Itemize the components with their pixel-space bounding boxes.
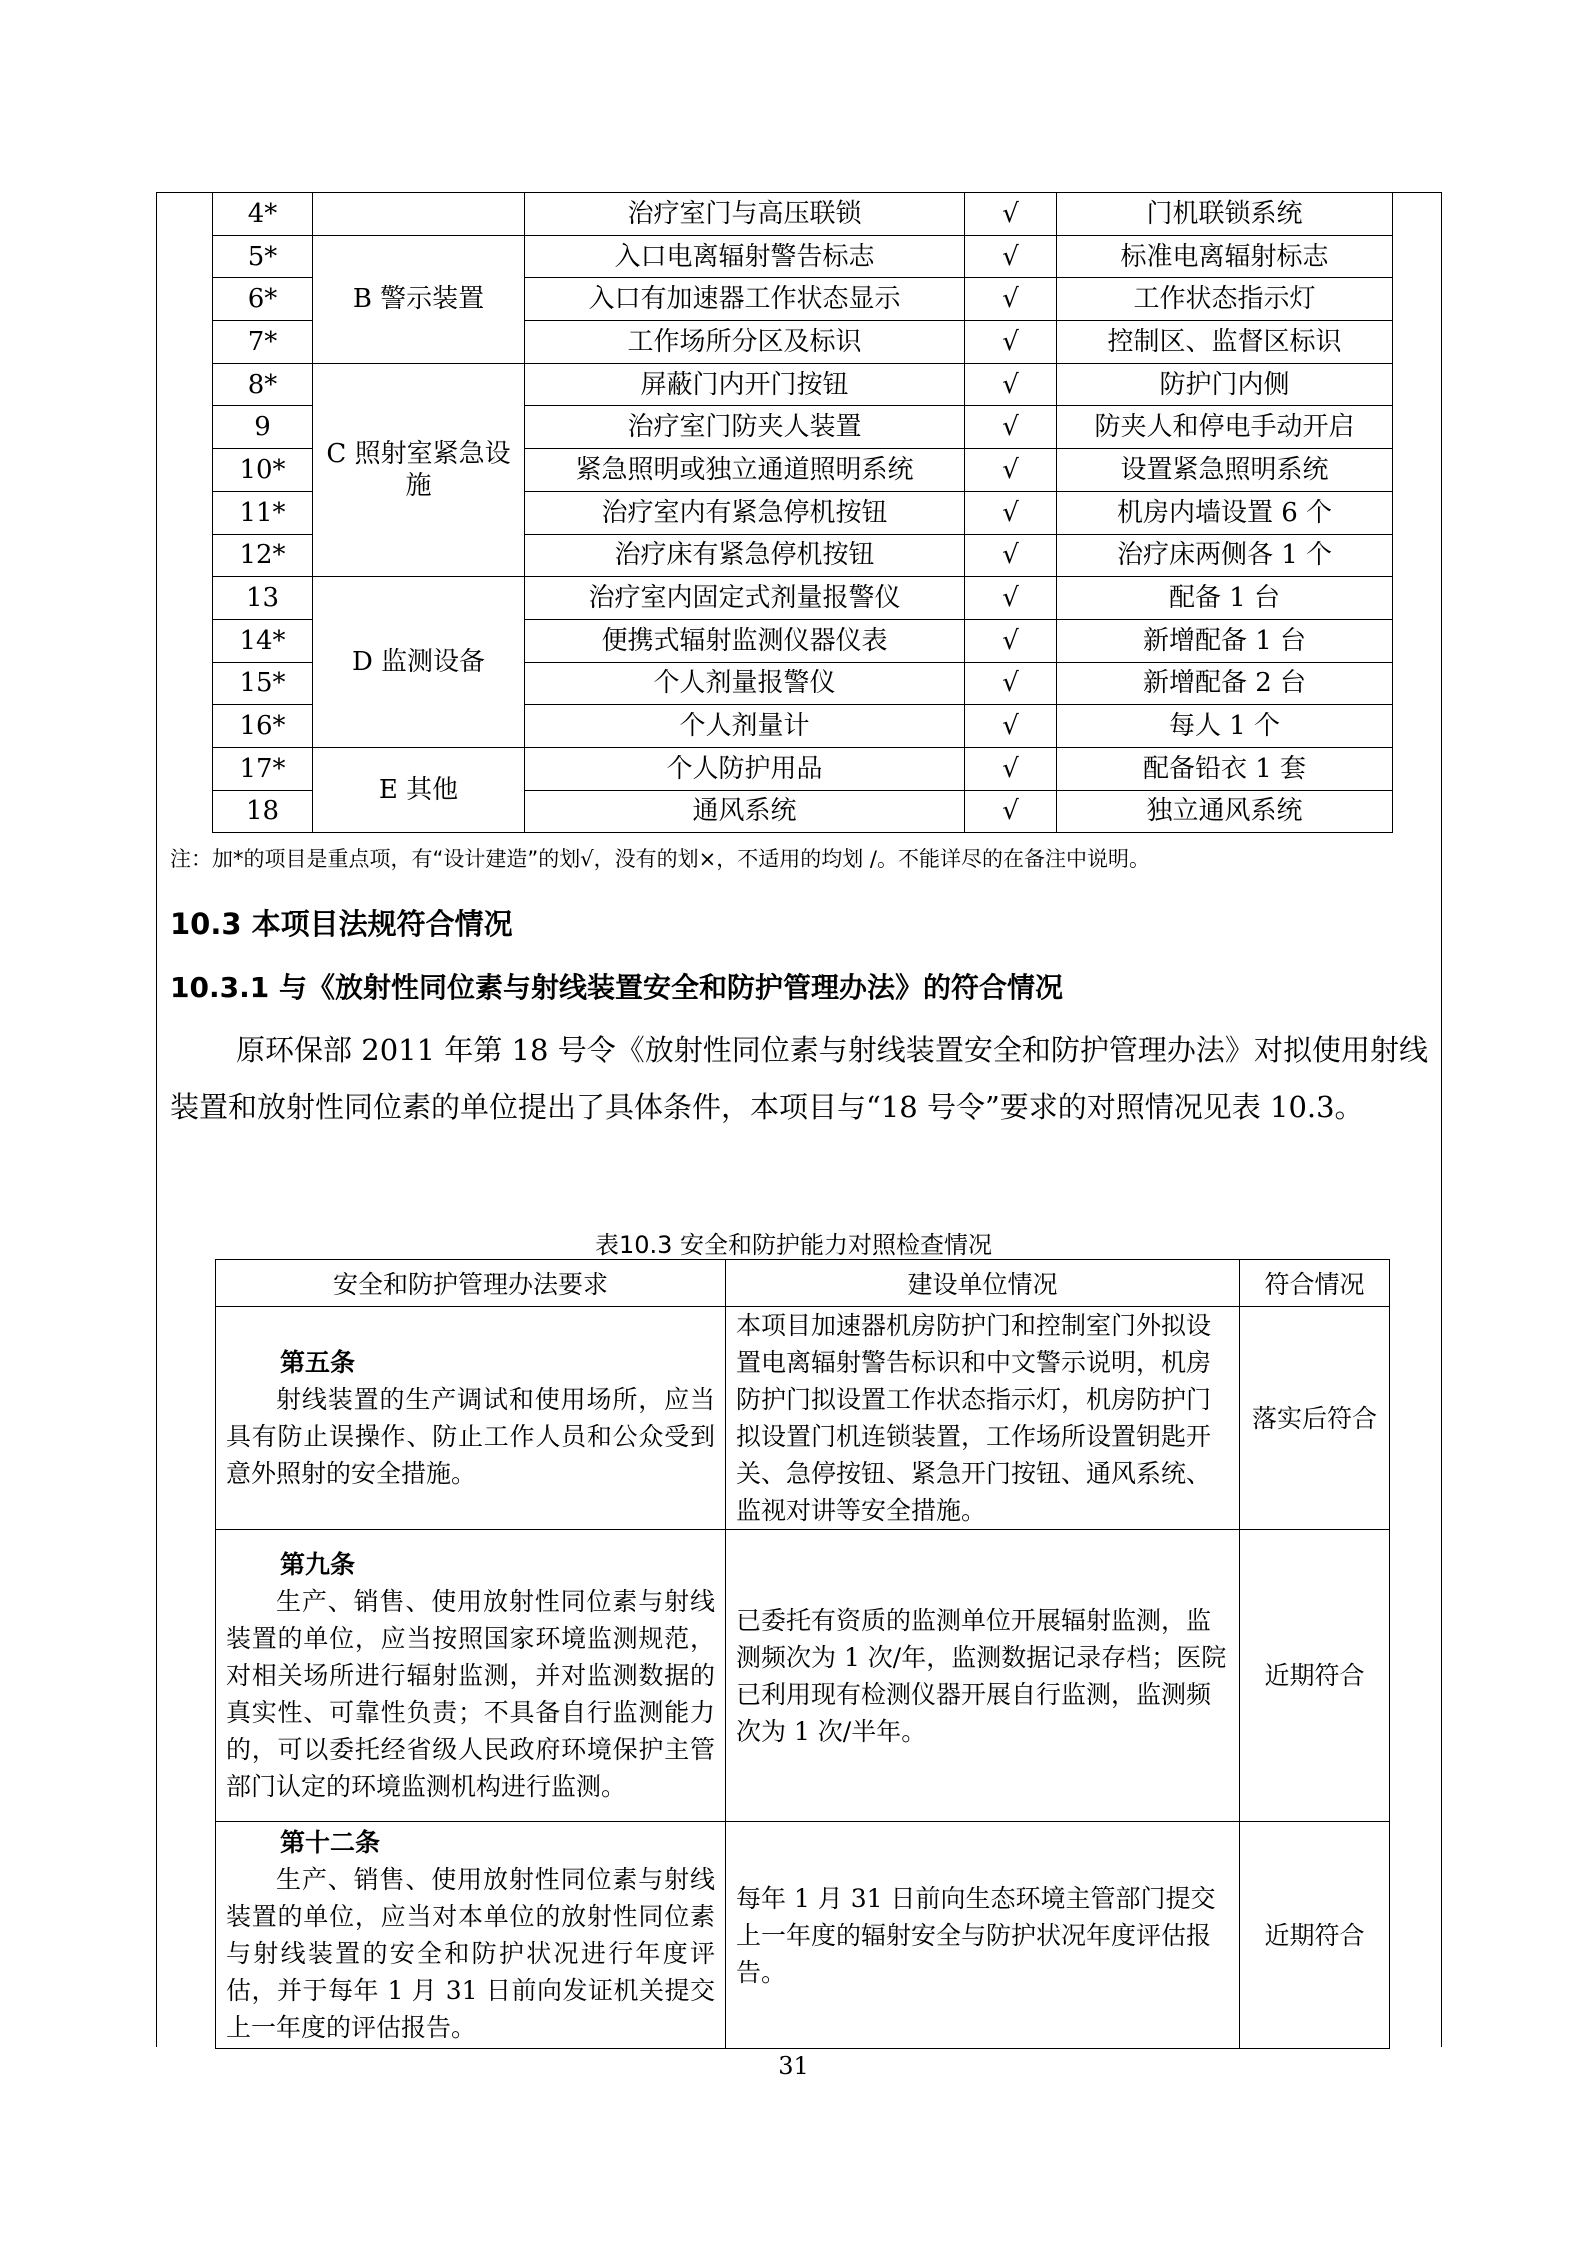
table-row	[213, 235, 1393, 278]
subsection-heading: 10.3.1 与《放射性同位素与射线装置安全和防护管理办法》的符合情况	[170, 971, 1063, 1004]
item-number: 5*	[213, 235, 313, 278]
item-description: 治疗室内固定式剂量报警仪	[525, 577, 965, 620]
item-remark: 独立通风系统	[1057, 790, 1393, 833]
item-description: 治疗室内有紧急停机按钮	[525, 491, 965, 534]
section-heading: 10.3 本项目法规符合情况	[170, 907, 513, 941]
check-mark: √	[965, 321, 1057, 364]
group-cell: D 监测设备	[313, 577, 525, 748]
item-number: 14*	[213, 619, 313, 662]
item-description: 个人防护用品	[525, 747, 965, 790]
requirement-text: 生产、销售、使用放射性同位素与射线装置的单位，应当对本单位的放射性同位素与射线装置的安全和防护状况进行年度评估，并于每年 1 月 31 日前向发证机关提交上一年度的评估报告。	[226, 1865, 715, 2042]
item-description: 个人剂量报警仪	[525, 662, 965, 705]
check-mark: √	[965, 534, 1057, 577]
check-mark: √	[965, 278, 1057, 321]
group-cell: E 其他	[313, 747, 525, 832]
header-status: 符合情况	[1240, 1260, 1390, 1307]
status-cell: 落实后符合	[1240, 1307, 1390, 1530]
check-mark: √	[965, 406, 1057, 449]
item-number: 15*	[213, 662, 313, 705]
item-remark: 防护门内侧	[1057, 363, 1393, 406]
item-number: 18	[213, 790, 313, 833]
article-title: 第五条	[280, 1348, 356, 1377]
check-mark: √	[965, 363, 1057, 406]
item-remark: 防夹人和停电手动开启	[1057, 406, 1393, 449]
page-number: 31	[778, 2052, 809, 2080]
group-cell	[313, 193, 525, 236]
check-mark: √	[965, 235, 1057, 278]
item-remark: 设置紧急照明系统	[1057, 449, 1393, 492]
item-remark: 配备铅衣 1 套	[1057, 747, 1393, 790]
item-remark: 门机联锁系统	[1057, 193, 1393, 236]
table-row	[213, 577, 1393, 620]
safety-checklist-table	[212, 192, 1393, 833]
status-cell: 近期符合	[1240, 1530, 1390, 1822]
compliance-row	[216, 1307, 1390, 1530]
check-mark: √	[965, 662, 1057, 705]
item-number: 16*	[213, 705, 313, 748]
item-number: 7*	[213, 321, 313, 364]
item-remark: 控制区、监督区标识	[1057, 321, 1393, 364]
item-number: 8*	[213, 363, 313, 406]
requirement-cell	[216, 1530, 726, 1822]
table-row	[213, 193, 1393, 236]
item-remark: 每人 1 个	[1057, 705, 1393, 748]
item-description: 便携式辐射监测仪器仪表	[525, 619, 965, 662]
compliance-table	[215, 1259, 1390, 2049]
check-mark: √	[965, 491, 1057, 534]
situation-cell: 本项目加速器机房防护门和控制室门外拟设置电离辐射警告标识和中文警示说明，机房防护门拟设置工作状态指示灯，机房防护门拟设置门机连锁装置，工作场所设置钥匙开关、急停按钮、紧急开门按钮、通风系统、监视对讲等安全措施。	[726, 1307, 1240, 1530]
check-mark: √	[965, 790, 1057, 833]
compliance-row	[216, 1822, 1390, 2049]
item-remark: 新增配备 1 台	[1057, 619, 1393, 662]
item-number: 6*	[213, 278, 313, 321]
check-mark: √	[965, 577, 1057, 620]
item-description: 屏蔽门内开门按钮	[525, 363, 965, 406]
body-paragraph	[170, 1022, 1428, 1136]
table-row	[213, 747, 1393, 790]
item-description: 通风系统	[525, 790, 965, 833]
item-remark: 配备 1 台	[1057, 577, 1393, 620]
table-row	[213, 363, 1393, 406]
item-number: 4*	[213, 193, 313, 236]
table-note: 注：加*的项目是重点项，有“设计建造”的划√，没有的划×，不适用的均划 /。不能详尽的在备注中说明。	[170, 847, 1150, 871]
paragraph-text: 原环保部 2011 年第 18 号令《放射性同位素与射线装置安全和防护管理办法》对拟使用射线装置和放射性同位素的单位提出了具体条件，本项目与“18 号令”要求的对照情况见表 10.3。	[170, 1033, 1428, 1124]
item-number: 12*	[213, 534, 313, 577]
item-remark: 机房内墙设置 6 个	[1057, 491, 1393, 534]
header-situation: 建设单位情况	[726, 1260, 1240, 1307]
requirement-cell	[216, 1822, 726, 2049]
group-cell: B 警示装置	[313, 235, 525, 363]
group-cell: C 照射室紧急设施	[313, 363, 525, 576]
situation-cell: 每年 1 月 31 日前向生态环境主管部门提交上一年度的辐射安全与防护状况年度评估报告。	[726, 1822, 1240, 2049]
item-number: 9	[213, 406, 313, 449]
check-mark: √	[965, 193, 1057, 236]
requirement-text: 射线装置的生产调试和使用场所，应当具有防止误操作、防止工作人员和公众受到意外照射的安全措施。	[226, 1385, 715, 1488]
item-number: 11*	[213, 491, 313, 534]
requirement-text: 生产、销售、使用放射性同位素与射线装置的单位，应当按照国家环境监测规范，对相关场所进行辐射监测，并对监测数据的真实性、可靠性负责；不具备自行监测能力的，可以委托经省级人民政府环境保护主管部门认定的环境监测机构进行监测。	[226, 1587, 715, 1801]
item-remark: 工作状态指示灯	[1057, 278, 1393, 321]
check-mark: √	[965, 619, 1057, 662]
item-number: 13	[213, 577, 313, 620]
item-description: 工作场所分区及标识	[525, 321, 965, 364]
item-number: 17*	[213, 747, 313, 790]
item-description: 治疗床有紧急停机按钮	[525, 534, 965, 577]
check-mark: √	[965, 449, 1057, 492]
table-caption: 表10.3 安全和防护能力对照检查情况	[594, 1231, 993, 1259]
item-description: 入口有加速器工作状态显示	[525, 278, 965, 321]
table-header-row	[216, 1260, 1390, 1307]
check-mark: √	[965, 747, 1057, 790]
item-description: 紧急照明或独立通道照明系统	[525, 449, 965, 492]
status-cell: 近期符合	[1240, 1822, 1390, 2049]
item-remark: 标准电离辐射标志	[1057, 235, 1393, 278]
item-description: 治疗室门与高压联锁	[525, 193, 965, 236]
item-description: 治疗室门防夹人装置	[525, 406, 965, 449]
compliance-row	[216, 1530, 1390, 1822]
article-title: 第九条	[280, 1550, 356, 1579]
requirement-cell	[216, 1307, 726, 1530]
item-remark: 治疗床两侧各 1 个	[1057, 534, 1393, 577]
check-mark: √	[965, 705, 1057, 748]
header-requirement: 安全和防护管理办法要求	[216, 1260, 726, 1307]
situation-cell: 已委托有资质的监测单位开展辐射监测，监测频次为 1 次/年，监测数据记录存档；医院已利用现有检测仪器开展自行监测，监测频次为 1 次/半年。	[726, 1530, 1240, 1822]
article-title: 第十二条	[280, 1828, 381, 1857]
item-remark: 新增配备 2 台	[1057, 662, 1393, 705]
item-description: 入口电离辐射警告标志	[525, 235, 965, 278]
item-number: 10*	[213, 449, 313, 492]
item-description: 个人剂量计	[525, 705, 965, 748]
